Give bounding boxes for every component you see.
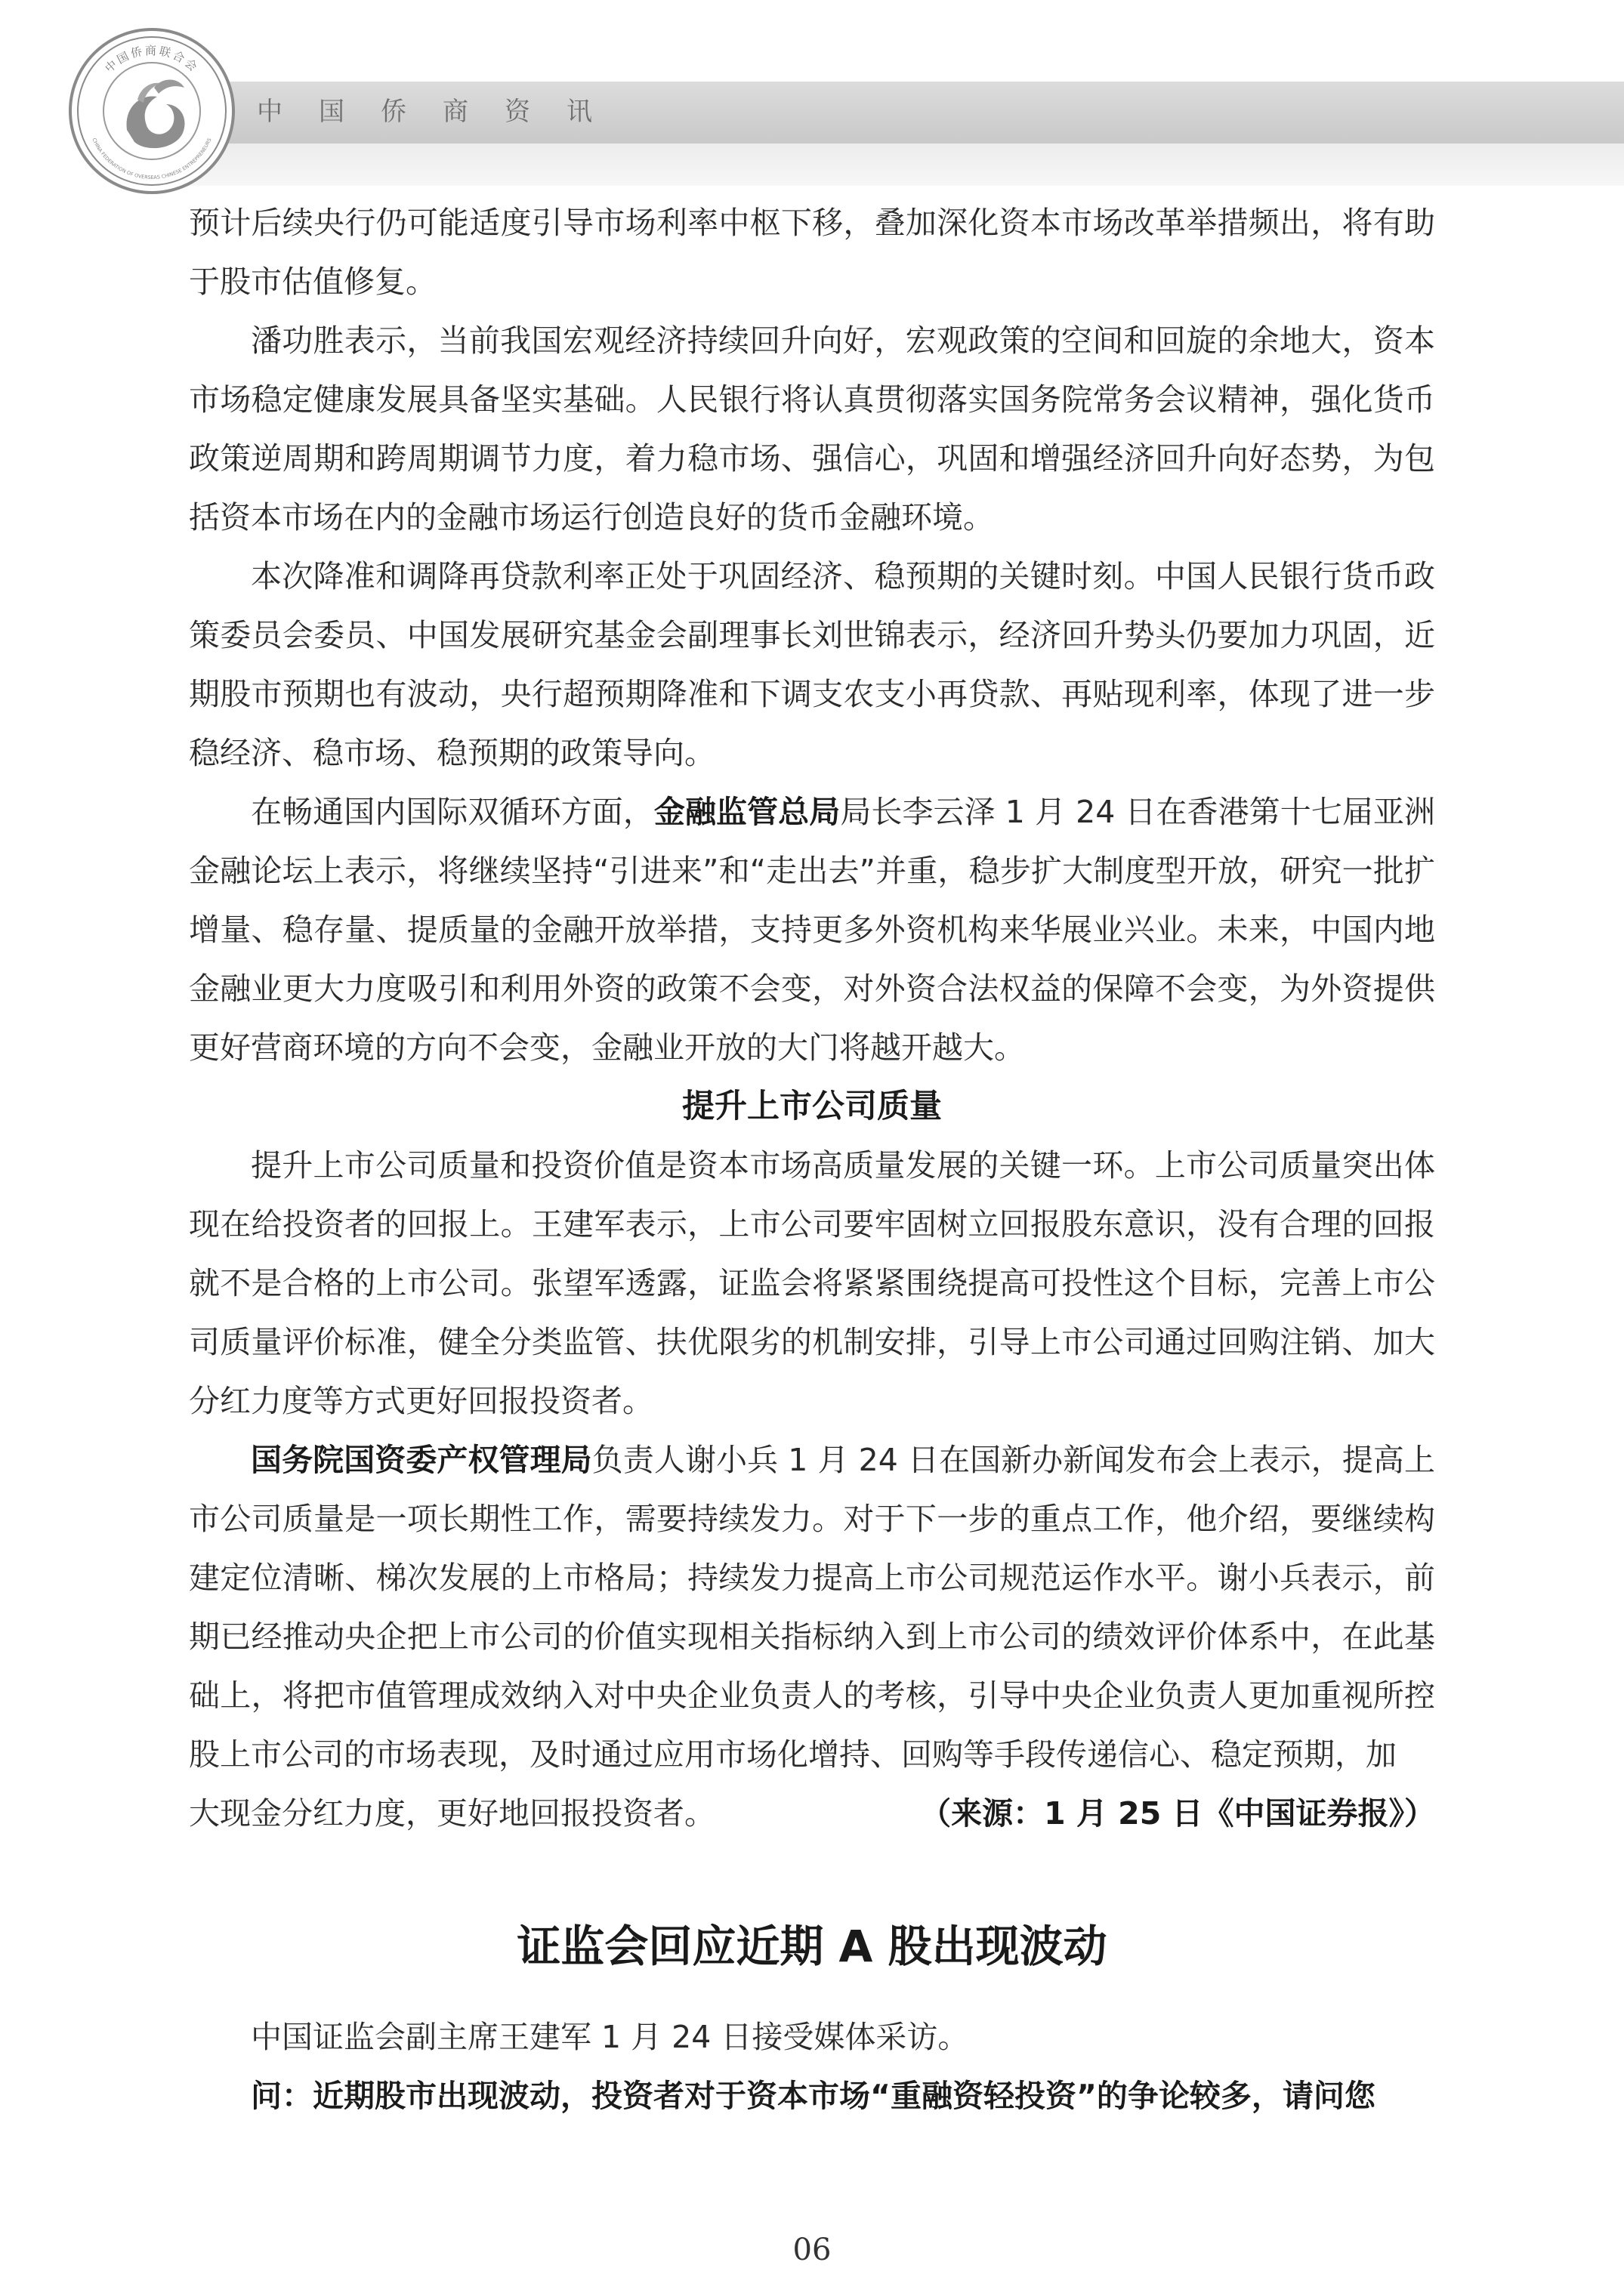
logo-text-en: CHINA FEDERATION OF OVERSEAS CHINESE ENTREPRENEURS (91, 137, 213, 181)
logo-text-cn: 中国侨商联合会 (102, 44, 202, 76)
paragraph-text: 局长李云泽 1 月 24 日在香港第十七届亚洲金融论坛上表示，将继续坚持“引进来”和“走出去”并重，稳步扩大制度型开放，研究一批扩增量、稳存量、提质量的金融开放举措，支持更多外资机构来华展业兴业。未来，中国内地金融业更大力度吸引和利用外资的政策不会变，对外资合法权益的保障不会变，为外资提供更好营商环境的方向不会变，金融业开放的大门将越开越大。 (189, 794, 1436, 1066)
paragraph: 潘功胜表示，当前我国宏观经济持续回升向好，宏观政策的空间和回旋的余地大，资本市场稳定健康发展具备坚实基础。人民银行将认真贯彻落实国务院常务会议精神，强化货币政策逆周期和跨周期调节力度，着力稳市场、强信心，巩固和增强经济回升向好态势，为包括资本市场在内的金融市场运行创造良好的货币金融环境。 (189, 323, 1435, 535)
source-line (189, 1784, 1435, 1843)
paragraph-last-line: 大现金分红力度，更好地回报投资者。 (189, 1795, 715, 1832)
paragraph: 提升上市公司质量和投资价值是资本市场高质量发展的关键一环。上市公司质量突出体现在给投资者的回报上。王建军表示，上市公司要牢固树立回报股东意识，没有合理的回报就不是合格的上市公司。张望军透露，证监会将紧紧围绕提高可投性这个目标，完善上市公司质量评价标准，健全分类监管、扶优限劣的机制安排，引导上市公司通过回购注销、加大分红力度等方式更好回报投资者。 (189, 1147, 1435, 1419)
source-citation: （来源：1 月 25 日《中国证券报》） (920, 1795, 1435, 1832)
paragraph (189, 1430, 1435, 1784)
article-body (189, 193, 1435, 2125)
question-paragraph: 问：近期股市出现波动，投资者对于资本市场“重融资轻投资”的争论较多，请问您 (251, 2078, 1375, 2114)
paragraph (189, 782, 1435, 1077)
publication-title: 中国侨商资讯 (257, 97, 628, 127)
section-subheading: 提升上市公司质量 (682, 1088, 942, 1125)
paragraph-text: 负责人谢小兵 1 月 24 日在国新办新闻发布会上表示，提高上市公司质量是一项长期性工作，需要持续发力。对于下一步的重点工作，他介绍，要继续构建定位清晰、梯次发展的上市格局；持续发力提高上市公司规范运作水平。谢小兵表示，前期已经推动央企把上市公司的价值实现相关指标纳入到上市公司的绩效评价体系中，在此基础上，将把市值管理成效纳入对中央企业负责人的考核，引导中央企业负责人更加重视所控股上市公司的市场表现，及时通过应用市场化增持、回购等手段传递信心、稳定预期，加 (189, 1442, 1436, 1773)
org-name-bold: 金融监管总局 (653, 794, 841, 830)
header-band-shadow (174, 144, 1624, 186)
org-name-bold: 国务院国资委产权管理局 (251, 1442, 592, 1478)
page-number: 06 (792, 2233, 832, 2267)
paragraph: 本次降准和调降再贷款利率正处于巩固经济、稳预期的关键时刻。中国人民银行货币政策委员会委员、中国发展研究基金会副理事长刘世锦表示，经济回升势头仍要加力巩固，近期股市预期也有波动，央行超预期降准和下调支农支小再贷款、再贴现利率，体现了进一步稳经济、稳市场、稳预期的政策导向。 (189, 558, 1435, 771)
paragraph-lead: 在畅通国内国际双循环方面， (251, 794, 654, 830)
article-title: 证监会回应近期 A 股出现波动 (517, 1921, 1107, 1972)
paragraph: 中国证监会副主席王建军 1 月 24 日接受媒体采访。 (251, 2019, 969, 2055)
logo-seal-icon (65, 24, 239, 198)
paragraph: 预计后续央行仍可能适度引导市场利率中枢下移，叠加深化资本市场改革举措频出，将有助于股市估值修复。 (189, 205, 1435, 300)
